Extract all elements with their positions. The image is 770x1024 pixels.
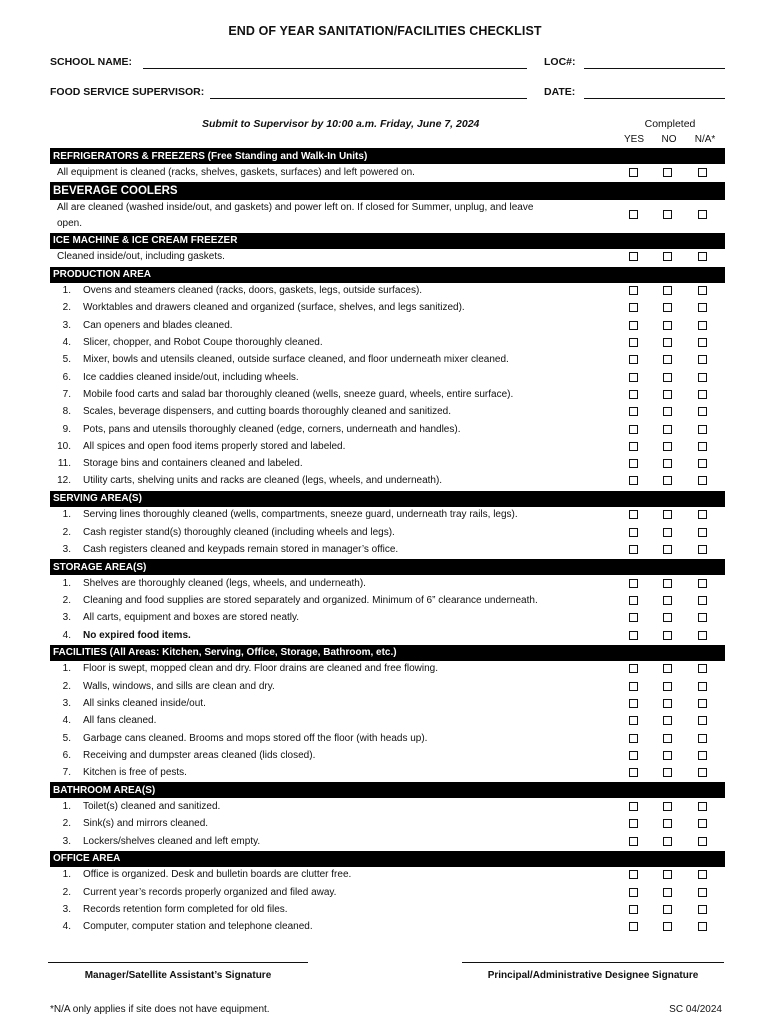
section-header-label: REFRIGERATORS & FREEZERS (Free Standing and Walk-In Units) (53, 150, 368, 162)
item-text: Kitchen is free of pests. (83, 767, 187, 779)
yes-checkbox[interactable] (629, 751, 638, 760)
checklist-item (57, 352, 622, 368)
item-text: Cash register stand(s) thoroughly cleaned (including wheels and legs). (83, 526, 395, 538)
item-text: Sink(s) and mirrors cleaned. (83, 818, 209, 830)
section-header-label: SERVING AREA(S) (53, 493, 142, 505)
checklist-item (57, 335, 622, 351)
checklist-item (57, 731, 622, 747)
yes-checkbox[interactable] (629, 510, 638, 519)
section-header-facilities-all-areas-kitchen-serving-off (50, 645, 725, 661)
checklist-item (57, 628, 622, 644)
date-label: DATE: (544, 86, 576, 98)
checklist-item (57, 834, 622, 850)
na-checkbox[interactable] (698, 210, 707, 219)
item-text: Lockers/shelves cleaned and left empty. (83, 835, 261, 847)
item-number: 5. (62, 732, 71, 744)
na-checkbox[interactable] (698, 459, 707, 468)
checklist-item (57, 439, 622, 455)
no-checkbox[interactable] (663, 802, 672, 811)
no-checkbox[interactable] (663, 168, 672, 177)
no-checkbox[interactable] (663, 407, 672, 416)
yes-checkbox[interactable] (629, 613, 638, 622)
checklist-item (57, 593, 622, 609)
na-checkbox[interactable] (698, 286, 707, 295)
yes-checkbox[interactable] (629, 802, 638, 811)
item-text: Walls, windows, and sills are clean and dry. (83, 680, 275, 692)
na-checkbox[interactable] (698, 664, 707, 673)
checklist-item (57, 576, 622, 592)
section-header-label: STORAGE AREA(S) (53, 561, 147, 573)
checklist-item (57, 902, 622, 918)
no-checkbox[interactable] (663, 476, 672, 485)
supervisor-field[interactable] (210, 98, 527, 99)
item-text: Cleaning and food supplies are stored separately and organized. Minimum of 6” clearance underneath. (83, 594, 538, 606)
na-checkbox[interactable] (698, 751, 707, 760)
loc-field[interactable] (584, 68, 725, 69)
item-number: 1. (62, 663, 71, 675)
na-checkbox[interactable] (698, 355, 707, 364)
na-checkbox[interactable] (698, 579, 707, 588)
item-text: Cash registers cleaned and keypads remain stored in manager’s office. (83, 543, 399, 555)
no-checkbox[interactable] (663, 355, 672, 364)
checklist-item (57, 748, 622, 764)
yes-checkbox[interactable] (629, 631, 638, 640)
item-text: All sinks cleaned inside/out. (83, 697, 206, 709)
na-checkbox[interactable] (698, 768, 707, 777)
item-text: Office is organized. Desk and bulletin boards are clutter free. (83, 869, 352, 881)
yes-checkbox[interactable] (629, 476, 638, 485)
no-checkbox[interactable] (663, 682, 672, 691)
item-number: 11. (57, 458, 71, 470)
na-checkbox[interactable] (698, 837, 707, 846)
no-checkbox[interactable] (663, 510, 672, 519)
yes-checkbox[interactable] (629, 870, 638, 879)
na-checkbox[interactable] (698, 425, 707, 434)
na-checkbox[interactable] (698, 682, 707, 691)
principal-signature-label: Principal/Administrative Designee Signature (487, 970, 699, 981)
section-header-bathroom-area-s (50, 782, 725, 798)
na-column-header: N/A* (694, 134, 716, 145)
no-checkbox[interactable] (663, 905, 672, 914)
item-number: 1. (62, 800, 71, 812)
no-checkbox[interactable] (663, 596, 672, 605)
section-header-storage-area-s (50, 559, 725, 575)
checklist-item (57, 370, 622, 386)
yes-checkbox[interactable] (629, 837, 638, 846)
yes-checkbox[interactable] (629, 682, 638, 691)
yes-checkbox[interactable] (629, 768, 638, 777)
yes-checkbox[interactable] (629, 579, 638, 588)
yes-checkbox[interactable] (629, 321, 638, 330)
section-header-ice-machine-ice-cream-freezer (50, 233, 725, 249)
school-name-field[interactable] (143, 68, 527, 69)
no-checkbox[interactable] (663, 338, 672, 347)
checklist-item (57, 404, 622, 420)
checklist-item (57, 300, 622, 316)
yes-checkbox[interactable] (629, 922, 638, 931)
checklist-item (57, 765, 622, 781)
item-number: 4. (62, 629, 71, 641)
item-text: Worktables and drawers cleaned and organized (surface, shelves, and legs sanitized). (83, 302, 465, 314)
na-checkbox[interactable] (698, 596, 707, 605)
form-code: SC 04/2024 (669, 1004, 722, 1015)
item-number: 3. (62, 835, 71, 847)
yes-checkbox[interactable] (629, 286, 638, 295)
item-text: All spices and open food items properly stored and labeled. (83, 440, 346, 452)
checklist-item (57, 473, 622, 489)
section-header-label: FACILITIES (All Areas: Kitchen, Serving, Office, Storage, Bathroom, etc.) (53, 647, 397, 659)
section-header-label: PRODUCTION AREA (53, 269, 151, 281)
yes-checkbox[interactable] (629, 905, 638, 914)
no-checkbox[interactable] (663, 751, 672, 760)
school-name-label: SCHOOL NAME: (50, 56, 133, 68)
no-column-header: NO (661, 134, 677, 145)
item-text: Mixer, bowls and utensils cleaned, outside surface cleaned, and floor underneath mixer cleaned. (83, 354, 509, 366)
yes-checkbox[interactable] (629, 407, 638, 416)
checklist-item (57, 283, 622, 299)
completed-column-group: Completed (644, 118, 696, 130)
checklist-item (57, 679, 622, 695)
no-checkbox[interactable] (663, 734, 672, 743)
item-number: 2. (62, 886, 71, 898)
item-number: 2. (62, 680, 71, 692)
item-number: 8. (62, 406, 71, 418)
yes-checkbox[interactable] (629, 545, 638, 554)
yes-checkbox[interactable] (629, 210, 638, 219)
no-checkbox[interactable] (663, 286, 672, 295)
yes-checkbox[interactable] (629, 716, 638, 725)
yes-checkbox[interactable] (629, 664, 638, 673)
checklist-item (57, 249, 622, 265)
na-checkbox[interactable] (698, 321, 707, 330)
no-checkbox[interactable] (663, 579, 672, 588)
na-checkbox[interactable] (698, 476, 707, 485)
section-header-label: ICE MACHINE & ICE CREAM FREEZER (53, 235, 238, 247)
checklist-item (57, 507, 622, 523)
item-text: Records retention form completed for old files. (83, 903, 288, 915)
yes-checkbox[interactable] (629, 168, 638, 177)
no-checkbox[interactable] (663, 210, 672, 219)
checklist-item (57, 610, 622, 626)
na-checkbox[interactable] (698, 545, 707, 554)
no-checkbox[interactable] (663, 459, 672, 468)
item-number: 3. (62, 543, 71, 555)
na-checkbox[interactable] (698, 631, 707, 640)
yes-checkbox[interactable] (629, 303, 638, 312)
item-number: 6. (62, 749, 71, 761)
checklist-item (57, 525, 622, 541)
item-text: Pots, pans and utensils thoroughly cleaned (edge, corners, underneath and handles). (83, 423, 461, 435)
yes-checkbox[interactable] (629, 699, 638, 708)
yes-checkbox[interactable] (629, 734, 638, 743)
item-number: 6. (62, 371, 71, 383)
item-number: 4. (62, 337, 71, 348)
checklist-item (57, 422, 622, 438)
yes-checkbox[interactable] (629, 355, 638, 364)
na-checkbox[interactable] (698, 373, 707, 382)
submit-deadline-note: Submit to Supervisor by 10:00 a.m. Friday, June 7, 2024 (202, 118, 480, 130)
yes-checkbox[interactable] (629, 596, 638, 605)
no-checkbox[interactable] (663, 819, 672, 828)
item-text: Serving lines thoroughly cleaned (wells, compartments, sneeze guard, underneath tray rails, legs). (83, 509, 518, 521)
item-text: Utility carts, shelving units and racks are cleaned (legs, wheels, and underneath). (83, 475, 443, 487)
item-text: All are cleaned (washed inside/out, and gaskets) and power left on. If closed for Summer, unplug, and leave (57, 202, 534, 214)
section-header-serving-area-s (50, 491, 725, 507)
na-checkbox[interactable] (698, 528, 707, 537)
yes-checkbox[interactable] (629, 888, 638, 897)
no-checkbox[interactable] (663, 373, 672, 382)
na-checkbox[interactable] (698, 819, 707, 828)
na-checkbox[interactable] (698, 734, 707, 743)
yes-checkbox[interactable] (629, 459, 638, 468)
checklist-item (57, 696, 622, 712)
checklist-item (57, 456, 622, 472)
yes-checkbox[interactable] (629, 442, 638, 451)
item-text: Cleaned inside/out, including gaskets. (57, 251, 225, 263)
item-text: Shelves are thoroughly cleaned (legs, wheels, and underneath). (83, 577, 366, 589)
item-number: 2. (62, 594, 71, 606)
no-checkbox[interactable] (663, 252, 672, 261)
item-number: 7. (62, 388, 71, 400)
item-text: Can openers and blades cleaned. (83, 319, 233, 331)
section-header-office-area (50, 851, 725, 867)
item-number: 1. (62, 869, 71, 881)
no-checkbox[interactable] (663, 768, 672, 777)
item-number: 3. (62, 903, 71, 915)
item-text: All fans cleaned. (83, 715, 157, 727)
section-header-label: BATHROOM AREA(S) (53, 784, 156, 796)
na-checkbox[interactable] (698, 303, 707, 312)
item-text: Ovens and steamers cleaned (racks, doors, gaskets, legs, outside surfaces). (83, 285, 423, 297)
checklist-item (57, 919, 622, 935)
principal-signature-line[interactable] (462, 962, 724, 963)
no-checkbox[interactable] (663, 837, 672, 846)
na-checkbox[interactable] (698, 870, 707, 879)
checklist-item (57, 200, 622, 216)
yes-checkbox[interactable] (629, 425, 638, 434)
yes-checkbox[interactable] (629, 252, 638, 261)
no-checkbox[interactable] (663, 922, 672, 931)
item-number: 1. (62, 285, 71, 297)
item-text: No expired food items. (83, 629, 191, 641)
page-title: END OF YEAR SANITATION/FACILITIES CHECKLIST (228, 24, 542, 38)
na-checkbox[interactable] (698, 802, 707, 811)
na-checkbox[interactable] (698, 338, 707, 347)
na-checkbox[interactable] (698, 922, 707, 931)
item-number: 4. (62, 921, 71, 933)
yes-checkbox[interactable] (629, 373, 638, 382)
no-checkbox[interactable] (663, 699, 672, 708)
item-text: Receiving and dumpster areas cleaned (lids closed). (83, 749, 316, 761)
no-checkbox[interactable] (663, 631, 672, 640)
supervisor-label: FOOD SERVICE SUPERVISOR: (50, 86, 205, 98)
section-header-beverage-coolers (50, 182, 725, 200)
checklist-item (57, 661, 622, 677)
na-checkbox[interactable] (698, 442, 707, 451)
checklist-item (57, 885, 622, 901)
checklist-item (57, 799, 622, 815)
item-number: 2. (62, 526, 71, 538)
checklist-item (57, 867, 622, 883)
item-number: 12. (57, 475, 71, 487)
item-text: Ice caddies cleaned inside/out, including wheels. (83, 371, 299, 383)
item-number: 10. (57, 440, 71, 452)
yes-checkbox[interactable] (629, 819, 638, 828)
yes-column-header: YES (623, 134, 644, 145)
checklist-item (57, 165, 622, 181)
no-checkbox[interactable] (663, 303, 672, 312)
item-text: Mobile food carts and salad bar thoroughly cleaned (wells, sneeze guard, wheels, entire surface). (83, 388, 514, 400)
item-number: 7. (62, 767, 71, 779)
item-text: All equipment is cleaned (racks, shelves, gaskets, surfaces) and left powered on. (57, 166, 415, 178)
no-checkbox[interactable] (663, 425, 672, 434)
na-checkbox[interactable] (698, 390, 707, 399)
na-checkbox[interactable] (698, 407, 707, 416)
na-footnote: *N/A only applies if site does not have equipment. (50, 1004, 270, 1015)
manager-signature-line[interactable] (48, 962, 308, 963)
no-checkbox[interactable] (663, 870, 672, 879)
na-checkbox[interactable] (698, 716, 707, 725)
checklist-item (57, 318, 622, 334)
item-number: 3. (62, 319, 71, 331)
section-header-refrigerators-freezers-free-standing-and (50, 148, 725, 164)
na-checkbox[interactable] (698, 613, 707, 622)
item-number: 9. (62, 423, 71, 435)
checklist-item (57, 816, 622, 832)
checklist-item (57, 713, 622, 729)
section-header-production-area (50, 267, 725, 283)
item-number: 1. (62, 577, 71, 589)
yes-checkbox[interactable] (629, 338, 638, 347)
no-checkbox[interactable] (663, 390, 672, 399)
item-number: 5. (62, 354, 71, 366)
item-number: 2. (62, 818, 71, 830)
item-text: All carts, equipment and boxes are stored neatly. (83, 612, 300, 624)
section-header-label: BEVERAGE COOLERS (53, 184, 178, 197)
date-field[interactable] (584, 98, 725, 99)
item-text: Garbage cans cleaned. Brooms and mops stored off the floor (with heads up). (83, 732, 428, 744)
manager-signature-label: Manager/Satellite Assistant’s Signature (84, 970, 272, 981)
na-checkbox[interactable] (698, 699, 707, 708)
item-text: Floor is swept, mopped clean and dry. Floor drains are cleaned and free flowing. (83, 663, 439, 675)
loc-label: LOC#: (544, 56, 576, 68)
checklist-item-continued (57, 216, 622, 232)
na-checkbox[interactable] (698, 888, 707, 897)
na-checkbox[interactable] (698, 905, 707, 914)
checklist-item (57, 542, 622, 558)
na-checkbox[interactable] (698, 168, 707, 177)
item-text: Computer, computer station and telephone cleaned. (83, 921, 313, 933)
yes-checkbox[interactable] (629, 528, 638, 537)
item-number: 1. (62, 509, 71, 521)
item-text: Scales, beverage dispensers, and cutting boards thoroughly cleaned and sanitized. (83, 406, 452, 418)
no-checkbox[interactable] (663, 545, 672, 554)
checklist-item (57, 387, 622, 403)
item-number: 3. (62, 697, 71, 709)
na-checkbox[interactable] (698, 252, 707, 261)
item-text: Slicer, chopper, and Robot Coupe thoroughly cleaned. (83, 337, 323, 348)
no-checkbox[interactable] (663, 716, 672, 725)
no-checkbox[interactable] (663, 613, 672, 622)
item-number: 2. (62, 302, 71, 314)
item-text: Storage bins and containers cleaned and labeled. (83, 458, 303, 470)
no-checkbox[interactable] (663, 321, 672, 330)
item-text: Current year’s records properly organized and filed away. (83, 886, 337, 898)
item-text: Toilet(s) cleaned and sanitized. (83, 800, 221, 812)
no-checkbox[interactable] (663, 664, 672, 673)
no-checkbox[interactable] (663, 442, 672, 451)
no-checkbox[interactable] (663, 888, 672, 897)
no-checkbox[interactable] (663, 528, 672, 537)
na-checkbox[interactable] (698, 510, 707, 519)
yes-checkbox[interactable] (629, 390, 638, 399)
item-number: 4. (62, 715, 71, 727)
item-text-continued: open. (57, 218, 83, 230)
item-number: 3. (62, 612, 71, 624)
section-header-label: OFFICE AREA (53, 853, 121, 865)
